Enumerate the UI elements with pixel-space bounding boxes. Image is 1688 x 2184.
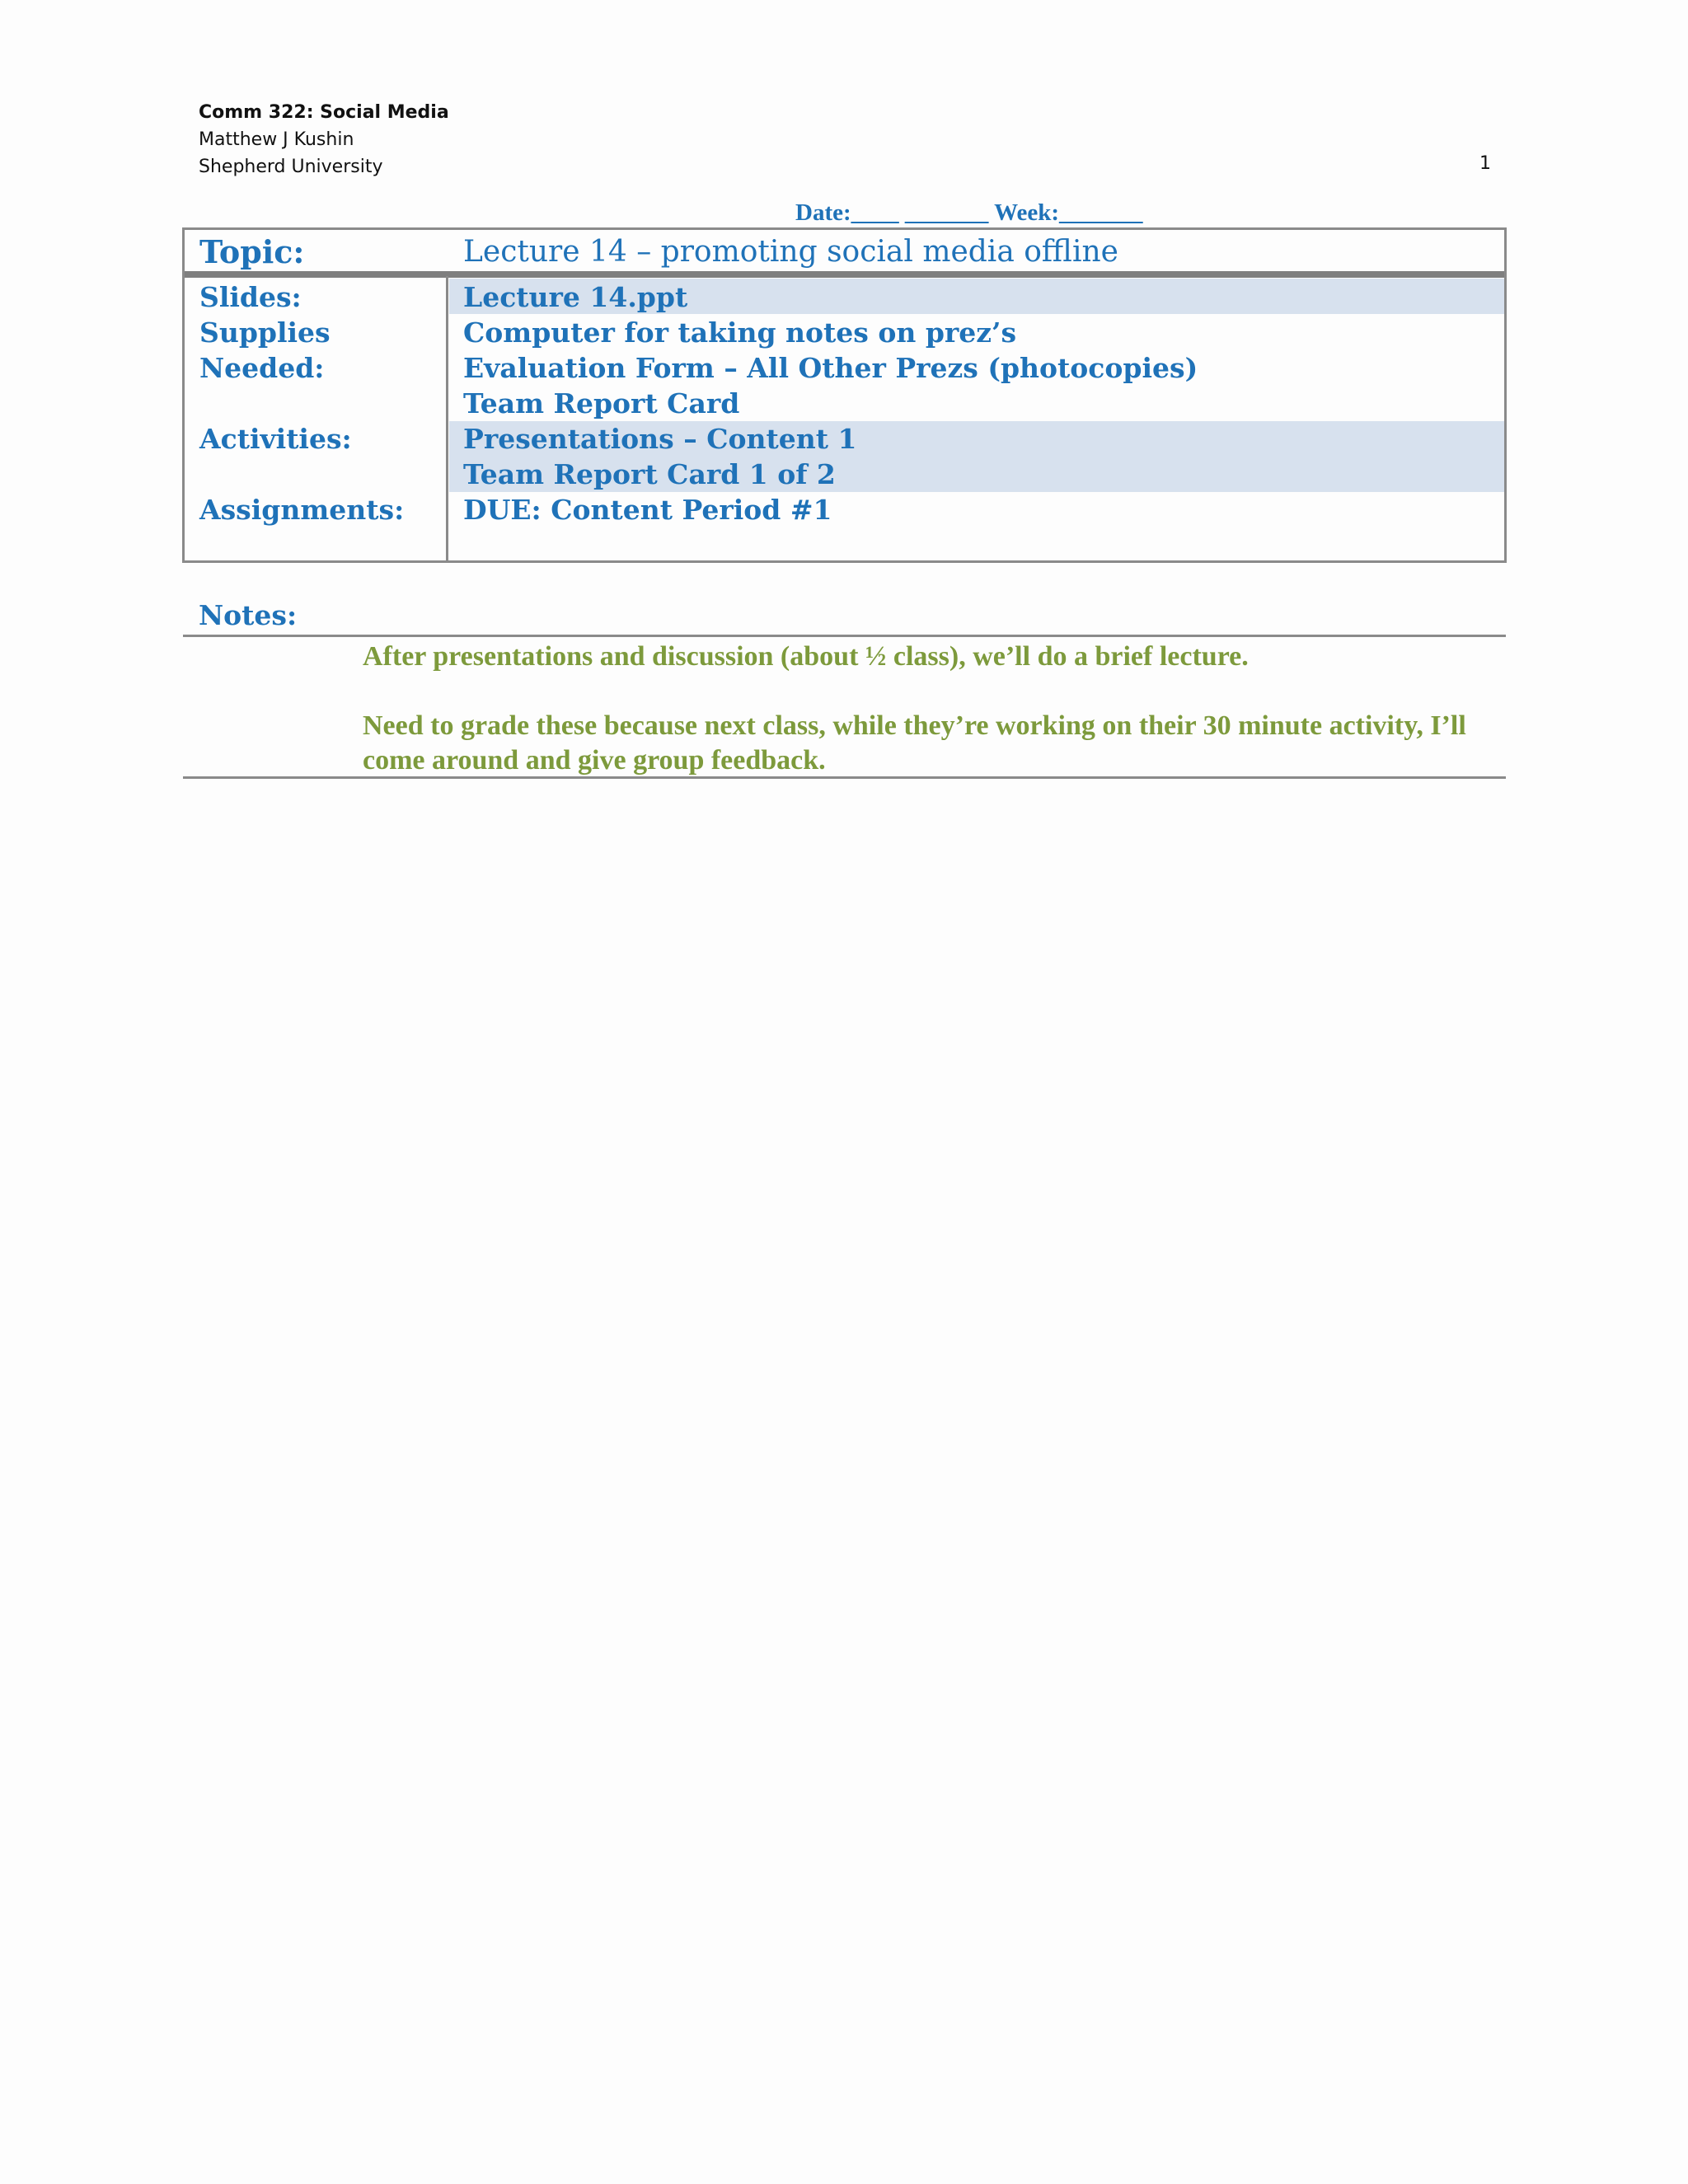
notes-divider-bottom xyxy=(183,776,1506,779)
slides-value: Lecture 14.ppt xyxy=(463,281,688,313)
supplies-label: Supplies xyxy=(199,316,331,349)
notes-divider-top xyxy=(183,635,1506,637)
activity-item: Presentations – Content 1 xyxy=(463,423,857,455)
assignments-value: DUE: Content Period #1 xyxy=(463,494,832,526)
notes-paragraph: Need to grade these because next class, while they’re working on their 30 minute activity, I’ll come around and give group feedback. xyxy=(363,710,1466,776)
needed-label: Needed: xyxy=(199,352,325,384)
university-name: Shepherd University xyxy=(199,157,383,177)
topic-value: Lecture 14 – promoting social media offline xyxy=(463,235,1118,269)
date-week-line: Date:____ _______ Week:_______ xyxy=(795,199,1143,226)
assignments-label: Assignments: xyxy=(199,494,405,526)
course-title: Comm 322: Social Media xyxy=(199,102,449,123)
notes-label: Notes: xyxy=(199,599,298,631)
column-divider xyxy=(446,276,448,560)
supply-item: Team Report Card xyxy=(463,387,740,419)
supply-item: Computer for taking notes on prez’s xyxy=(463,316,1017,349)
activities-label: Activities: xyxy=(199,423,352,455)
notes-paragraph: After presentations and discussion (about ½ class), we’ll do a brief lecture. xyxy=(363,641,1249,672)
instructor-name: Matthew J Kushin xyxy=(199,129,354,150)
lesson-plan-table xyxy=(182,227,1507,563)
document-header xyxy=(199,99,449,180)
row-labels xyxy=(199,279,404,527)
topic-row xyxy=(185,230,1504,278)
slides-label: Slides: xyxy=(199,281,302,313)
row-values xyxy=(463,279,1198,527)
supply-item: Evaluation Form – All Other Prezs (photocopies) xyxy=(463,352,1198,384)
notes-body xyxy=(363,640,1467,778)
topic-label: Topic: xyxy=(199,233,305,270)
page-number: 1 xyxy=(1479,153,1491,174)
activity-item: Team Report Card 1 of 2 xyxy=(463,458,836,490)
